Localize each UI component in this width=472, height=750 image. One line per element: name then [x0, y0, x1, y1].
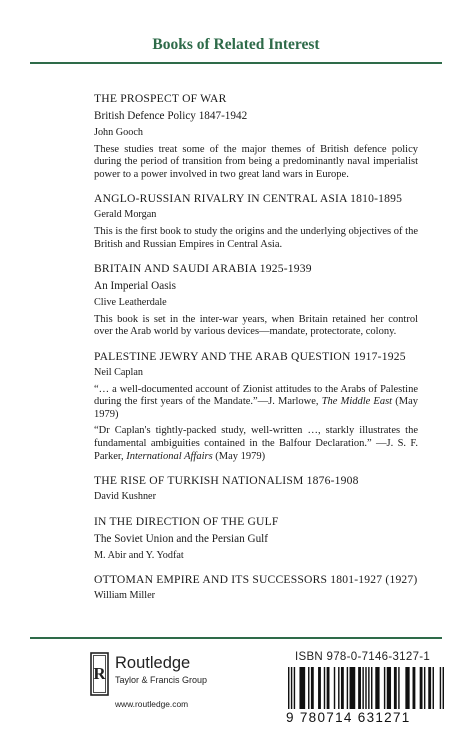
- isbn-label: ISBN 978-0-7146-3127-1: [295, 651, 431, 663]
- top-divider: [30, 62, 442, 64]
- ean13-barcode: [288, 667, 444, 713]
- book-list: [94, 92, 418, 614]
- book-entry: [94, 573, 418, 603]
- book-title: BRITAIN AND SAUDI ARABIA 1925-1939: [94, 262, 312, 276]
- barcode-bar: [358, 667, 361, 709]
- book-subtitle: The Soviet Union and the Persian Gulf: [94, 532, 268, 545]
- barcode-bar: [413, 667, 416, 709]
- quote-date: (May 1979): [94, 396, 418, 420]
- barcode-bar: [440, 667, 441, 709]
- quote-text: “Dr Caplan's tightly-packed study, well-written …, starkly illustrates the fundamental ambiguities contained in the Balfour Declaration.” —J. S. F. Parker,: [94, 425, 418, 462]
- barcode-bar: [424, 667, 425, 709]
- book-author: William Miller: [94, 590, 155, 602]
- book-title: THE PROSPECT OF WAR: [94, 92, 227, 105]
- quote-source: International Affairs: [126, 450, 213, 462]
- book-description: These studies treat some of the major themes of British defence policy during the period of transition from being a predominantly naval imperialist power to a power involved in two great land wars in Europe.: [94, 143, 418, 180]
- book-author: Clive Leatherdale: [94, 297, 167, 309]
- barcode-bar: [394, 667, 397, 709]
- barcode-bar: [371, 667, 372, 709]
- book-title: PALESTINE JEWRY AND THE ARAB QUESTION 1917-1925: [94, 349, 406, 363]
- barcode-bar: [347, 667, 348, 709]
- barcode-bar: [433, 667, 434, 709]
- quote-text: “… a well-documented account of Zionist attitudes to the Arabs of Palestine during the first years of the Mandate.”—J. Marlowe,: [94, 383, 418, 408]
- barcode-bar: [362, 667, 363, 709]
- barcode-bar: [428, 667, 431, 709]
- barcode-bar: [294, 667, 295, 709]
- book-entry: [94, 474, 418, 504]
- book-description: This is the first book to study the origins and the underlying objectives of the British and Russian Empires in Central Asia.: [94, 225, 418, 250]
- bottom-divider: [30, 637, 442, 639]
- barcode-bar: [350, 667, 356, 709]
- barcode-bar: [420, 667, 423, 709]
- barcode-bar: [375, 667, 379, 709]
- barcode-bar: [365, 667, 366, 709]
- book-author: M. Abir and Y. Yodfat: [94, 549, 184, 561]
- book-author: Gerald Morgan: [94, 209, 157, 221]
- barcode-bar: [341, 667, 344, 709]
- book-title: ANGLO-RUSSIAN RIVALRY IN CENTRAL ASIA 1810-1895: [94, 192, 403, 206]
- book-entry: [94, 350, 418, 463]
- barcode-digits: 9 780714 631271: [286, 710, 411, 725]
- barcode-bar: [368, 667, 369, 709]
- barcode-bar: [398, 667, 399, 709]
- routledge-r-logo-icon: [90, 652, 110, 696]
- barcode-bar: [327, 667, 330, 709]
- barcode-bar: [318, 667, 321, 709]
- book-subtitle: British Defence Policy 1847-1942: [94, 110, 248, 122]
- barcode-bar: [291, 667, 292, 709]
- book-subtitle: An Imperial Oasis: [94, 280, 177, 293]
- quote-date: (May 1979): [212, 450, 266, 462]
- review-quote: [94, 425, 418, 463]
- publisher-group: Taylor & Francis Group: [115, 675, 208, 685]
- svg-text:R: R: [93, 664, 106, 683]
- barcode-bar: [443, 667, 444, 709]
- book-author: David Kushner: [94, 491, 156, 503]
- book-author: John Gooch: [94, 127, 143, 138]
- book-title: OTTOMAN EMPIRE AND ITS SUCCESSORS 1801-1927 (1927): [94, 573, 418, 587]
- review-quote: [94, 384, 418, 422]
- barcode-bar: [405, 667, 409, 709]
- book-entry: [94, 92, 418, 181]
- publisher-name: Routledge: [115, 654, 191, 672]
- book-title: IN THE DIRECTION OF THE GULF: [94, 514, 279, 528]
- book-entry: [94, 262, 418, 339]
- barcode-bar: [288, 667, 289, 709]
- barcode-bar: [387, 667, 391, 709]
- book-entry: [94, 192, 418, 251]
- barcode-bar: [384, 667, 385, 709]
- quote-source: The Middle East: [321, 396, 393, 408]
- book-description: This book is set in the inter-war years, when Britain retained her control over the Arab world by various devices—mandate, protectorate, colony.: [94, 313, 418, 338]
- book-author: Neil Caplan: [94, 366, 143, 378]
- book-entry: [94, 515, 418, 563]
- barcode-bar: [308, 667, 309, 709]
- barcode-bar: [338, 667, 339, 709]
- barcode-bar: [299, 667, 305, 709]
- barcode-bar: [311, 667, 314, 709]
- barcode-bar: [324, 667, 325, 709]
- page-title: Books of Related Interest: [152, 36, 320, 53]
- publisher-url: www.routledge.com: [115, 699, 189, 709]
- barcode-bar: [334, 667, 335, 709]
- book-title: THE RISE OF TURKISH NATIONALISM 1876-1908: [94, 474, 359, 488]
